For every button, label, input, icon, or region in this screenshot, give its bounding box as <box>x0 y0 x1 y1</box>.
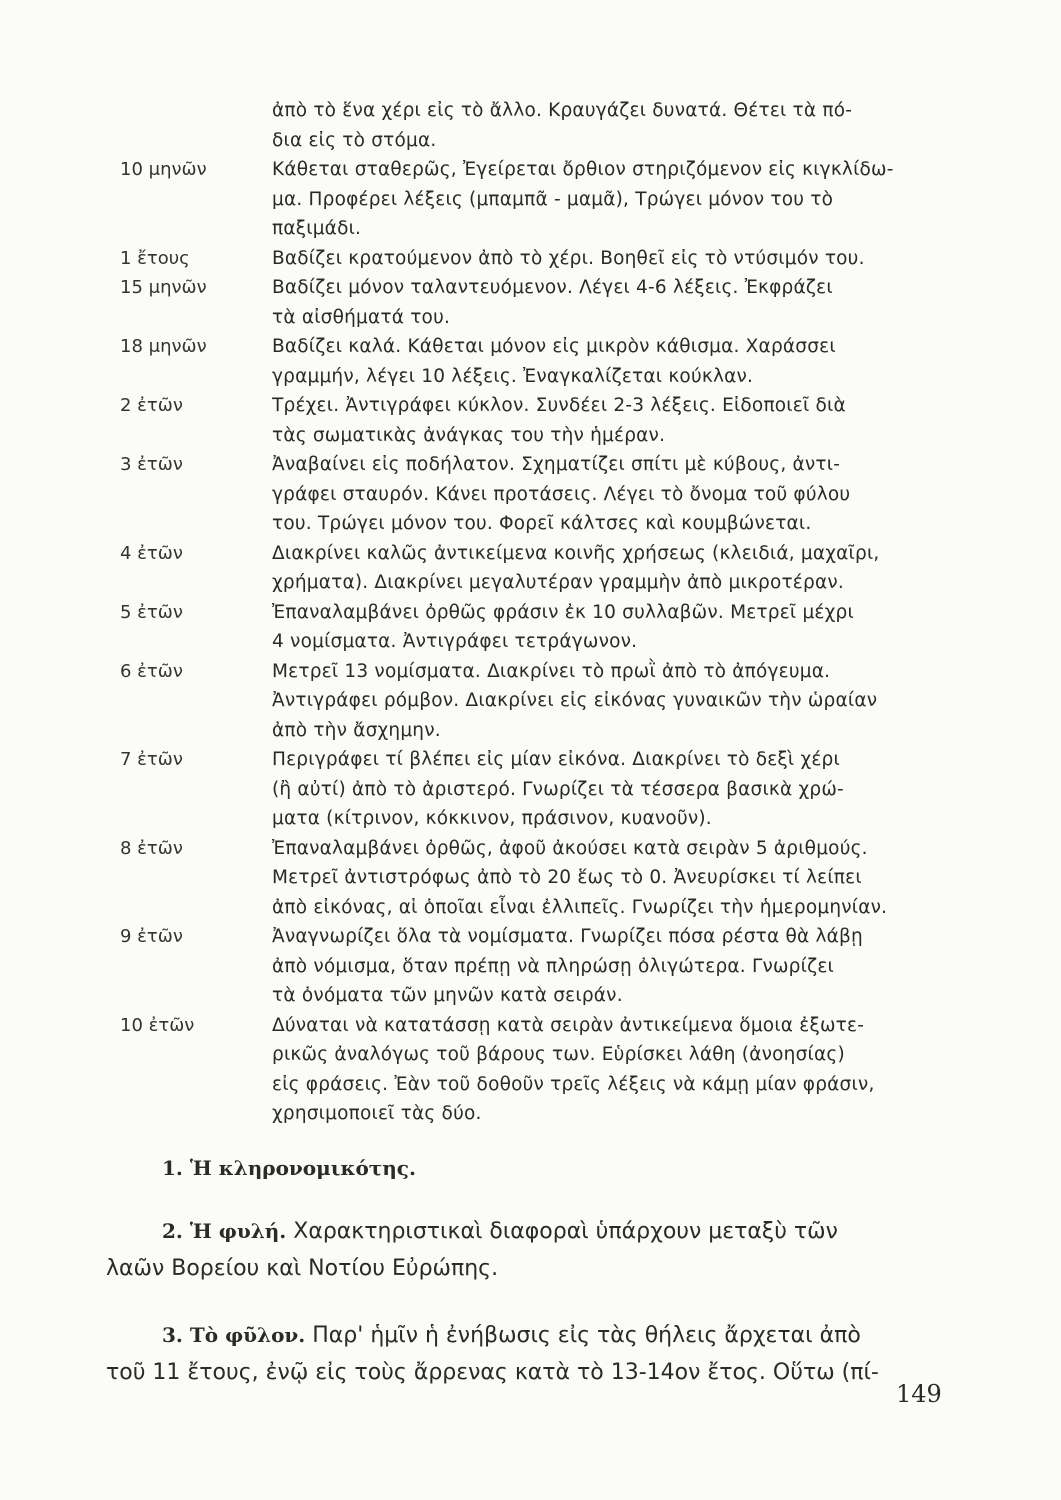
text-line: τὰ ὀνόματα τῶν μηνῶν κατὰ σειράν. <box>272 985 623 1006</box>
text-line: Δύναται νὰ κατατάσσῃ κατὰ σειρὰν ἀντικείμενα ὅμοια ἐξωτε- <box>272 1014 865 1036</box>
milestone-row <box>120 539 950 598</box>
section-sex <box>106 1317 951 1391</box>
milestone-description <box>272 244 950 274</box>
text-line: ματα (κίτρινον, κόκκινον, πράσινον, κυανοῦν). <box>272 808 712 829</box>
milestone-age: 4 ἐτῶν <box>120 542 183 564</box>
text-line: γράφει σταυρόν. Κάνει προτάσεις. Λέγει τὸ ὄνομα τοῦ φύλου <box>272 483 851 505</box>
text-line: ἀπὸ τὸ ἕνα χέρι εἰς τὸ ἄλλο. Κραυγάζει δυνατά. Θέτει τὰ πό- <box>272 100 853 121</box>
milestone-age: 9 ἐτῶν <box>120 926 183 947</box>
text-line: Ἐπαναλαμβάνει ὀρθῶς, ἀφοῦ ἀκούσει κατὰ σειρὰν 5 ἀριθμούς. <box>272 837 868 859</box>
text-line: Διακρίνει καλῶς ἀντικείμενα κοινῆς χρήσεως (κλειδιά, μαχαῖρι, <box>272 542 880 564</box>
page-number: 149 <box>896 1380 942 1408</box>
section-heading: Ἡ κληρονομικότης. <box>189 1156 416 1180</box>
text-line: ρικῶς ἀναλόγως τοῦ βάρους των. Εὑρίσκει λάθη (ἀνοησίας) <box>272 1044 845 1065</box>
text-line <box>106 1317 951 1354</box>
milestone-row <box>120 745 950 834</box>
text-line: γραμμήν, λέγει 10 λέξεις. Ἐναγκαλίζεται κούκλαν. <box>272 365 754 387</box>
section-text: Χαρακτηριστικαὶ διαφοραὶ ὑπάρχουν μεταξὺ τῶν <box>293 1219 838 1244</box>
text-line: λαῶν Βορείου καὶ Νοτίου Εὐρώπης. <box>106 1256 499 1281</box>
milestone-age: 8 ἐτῶν <box>120 837 183 859</box>
milestone-description <box>272 539 950 598</box>
milestone-age: 2 ἐτῶν <box>120 395 183 416</box>
section-number: 3. <box>162 1323 183 1347</box>
text-line: Μετρεῖ ἀντιστρόφως ἀπὸ τὸ 20 ἕως τὸ 0. Ἀνευρίσκει τί λείπει <box>272 867 862 888</box>
milestone-row <box>120 450 950 539</box>
text-line: Βαδίζει μόνον ταλαντευόμενον. Λέγει 4-6 λέξεις. Ἐκφράζει <box>272 277 833 298</box>
text-line: Κάθεται σταθερῶς, Ἐγείρεται ὄρθιον στηριζόμενον εἰς κιγκλίδω- <box>272 159 894 180</box>
milestone-description <box>272 834 950 923</box>
milestone-row <box>120 391 950 450</box>
text-line: Ἀντιγράφει ρόμβον. Διακρίνει εἰς εἰκόνας γυναικῶν τὴν ὡραίαν <box>272 690 878 711</box>
text-line: ἀπὸ νόμισμα, ὅταν πρέπῃ νὰ πληρώσῃ ὀλιγώτερα. Γνωρίζει <box>272 955 835 977</box>
milestone-description <box>272 598 950 657</box>
text-line: παξιμάδι. <box>272 218 362 239</box>
text-line: Τρέχει. Ἀντιγράφει κύκλον. Συνδέει 2-3 λέξεις. Εἰδοποιεῖ διὰ <box>272 395 846 416</box>
milestone-row <box>120 273 950 332</box>
text-line: (ἢ αὐτί) ἀπὸ τὸ ἀριστερό. Γνωρίζει τὰ τέσσερα βασικὰ χρώ- <box>272 778 844 800</box>
milestone-description <box>272 273 950 332</box>
text-line: ἀπὸ εἰκόνας, αἱ ὁποῖαι εἶναι ἐλλιπεῖς. Γνωρίζει τὴν ἡμερομηνίαν. <box>272 896 888 918</box>
section-number: 2. <box>162 1219 183 1243</box>
text-line: τὰς σωματικὰς ἀνάγκας του τὴν ἡμέραν. <box>272 424 666 446</box>
milestone-description <box>272 745 950 834</box>
milestone-description <box>272 155 950 244</box>
text-line: εἰς φράσεις. Ἐὰν τοῦ δοθοῦν τρεῖς λέξεις νὰ κάμῃ μίαν φράσιν, <box>272 1073 875 1095</box>
milestone-age: 1 ἔτους <box>120 247 190 269</box>
text-line: Ἀναγνωρίζει ὅλα τὰ νομίσματα. Γνωρίζει πόσα ρέστα θὰ λάβῃ <box>272 926 863 947</box>
milestone-description <box>272 332 950 391</box>
milestone-age: 3 ἐτῶν <box>120 454 183 475</box>
text-line: Βαδίζει καλά. Κάθεται μόνον εἰς μικρὸν κάθισμα. Χαράσσει <box>272 336 836 357</box>
text-line: τὰ αἰσθήματά του. <box>272 306 451 328</box>
milestone-row <box>120 244 950 274</box>
section-heredity <box>106 1150 951 1187</box>
text-line <box>106 1213 951 1250</box>
section-text: Παρ' ἡμῖν ἡ ἐνήβωσις εἰς τὰς θήλεις ἄρχεται ἀπὸ <box>312 1323 861 1348</box>
text-line: Μετρεῖ 13 νομίσματα. Διακρίνει τὸ πρωῒ ἀπὸ τὸ ἀπόγευμα. <box>272 660 831 682</box>
text-line: Περιγράφει τί βλέπει εἰς μίαν εἰκόνα. Διακρίνει τὸ δεξὶ χέρι <box>272 749 840 770</box>
milestone-age: 15 μηνῶν <box>120 277 207 298</box>
milestone-row <box>120 657 950 746</box>
section-heading: Τὸ φῦλον. <box>189 1323 306 1347</box>
milestone-age: 10 μηνῶν <box>120 159 207 180</box>
milestone-row <box>120 834 950 923</box>
text-line: τοῦ 11 ἔτους, ἐνῷ εἰς τοὺς ἄρρενας κατὰ τὸ 13-14ον ἔτος. Οὕτω (πί- <box>106 1360 879 1385</box>
milestone-row <box>120 155 950 244</box>
section-number: 1. <box>162 1156 183 1180</box>
milestone-row <box>120 1011 950 1129</box>
text-line: χρήματα). Διακρίνει μεγαλυτέραν γραμμὴν ἀπὸ μικροτέραν. <box>272 572 844 593</box>
milestone-age: 10 ἐτῶν <box>120 1014 195 1036</box>
text-line: 4 νομίσματα. Ἀντιγράφει τετράγωνον. <box>272 631 638 652</box>
milestone-row <box>120 598 950 657</box>
milestone-row <box>120 332 950 391</box>
milestone-age: 7 ἐτῶν <box>120 749 183 770</box>
section-race <box>106 1213 951 1287</box>
milestone-description <box>272 391 950 450</box>
text-line: ἀπὸ τὴν ἄσχημην. <box>272 719 441 741</box>
milestone-age: 18 μηνῶν <box>120 336 207 357</box>
section-heading: Ἡ φυλή. <box>189 1219 287 1243</box>
text-line: δια εἰς τὸ στόμα. <box>272 129 437 151</box>
developmental-milestones <box>120 96 950 1129</box>
text-line: χρησιμοποιεῖ τὰς δύο. <box>272 1103 482 1124</box>
continued-paragraph <box>272 96 952 155</box>
factor-sections <box>106 1150 951 1391</box>
text-line: Βαδίζει κρατούμενον ἀπὸ τὸ χέρι. Βοηθεῖ εἰς τὸ ντύσιμόν του. <box>272 247 865 269</box>
text-line: του. Τρώγει μόνον του. Φορεῖ κάλτσες καὶ κουμβώνεται. <box>272 513 812 534</box>
milestone-description <box>272 657 950 746</box>
milestone-row <box>120 922 950 1011</box>
milestone-description <box>272 1011 950 1129</box>
milestone-age: 5 ἐτῶν <box>120 601 183 623</box>
text-line: Ἐπαναλαμβάνει ὀρθῶς φράσιν ἐκ 10 συλλαβῶν. Μετρεῖ μέχρι <box>272 601 854 623</box>
text-line: μα. Προφέρει λέξεις (μπαμπᾶ - μαμᾶ), Τρώγει μόνον του τὸ <box>272 188 834 210</box>
milestone-age: 6 ἐτῶν <box>120 660 183 682</box>
milestone-description <box>272 450 950 539</box>
text-line: Ἀναβαίνει εἰς ποδήλατον. Σχηματίζει σπίτι μὲ κύβους, ἀντι- <box>272 454 841 475</box>
milestone-description <box>272 922 950 1011</box>
